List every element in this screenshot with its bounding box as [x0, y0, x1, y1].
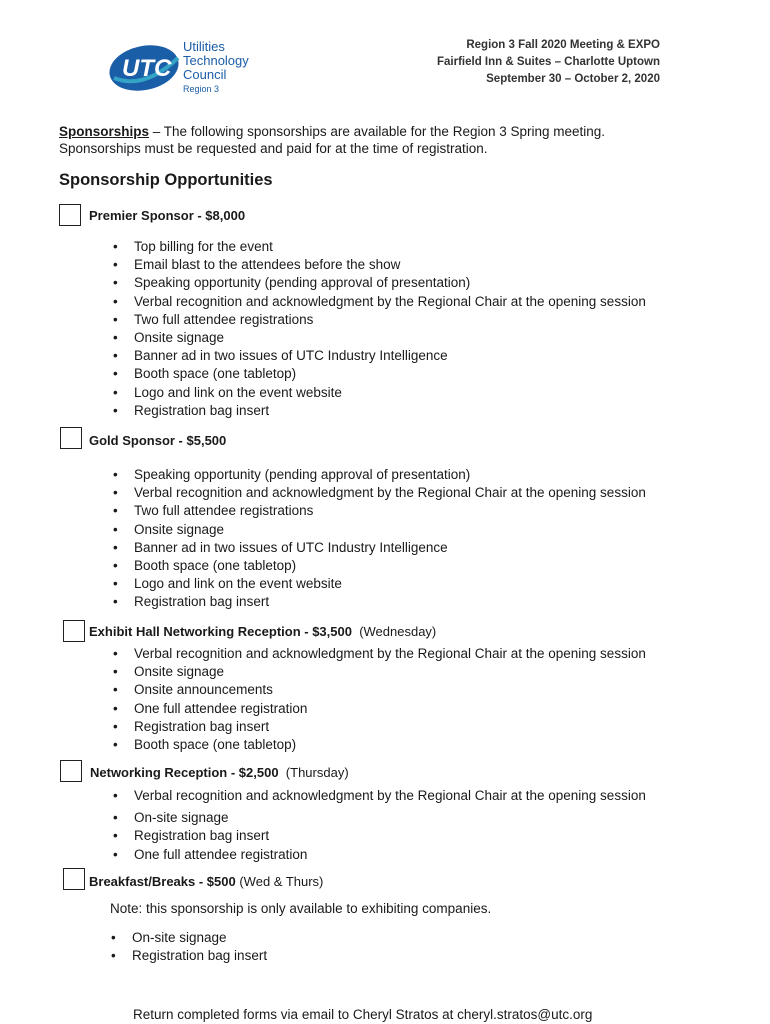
- networking-reception-title: [90, 765, 349, 780]
- list-item: • Verbal recognition and acknowledgment by the Regional Chair at the opening session: [110, 293, 646, 311]
- exhibit-hall-reception-name: Exhibit Hall Networking Reception - $3,500: [89, 624, 352, 639]
- exhibit-hall-reception-title: [89, 624, 436, 639]
- list-item: • Verbal recognition and acknowledgment by the Regional Chair at the opening session: [110, 645, 646, 663]
- intro-label: Sponsorships: [59, 124, 150, 139]
- exhibit-hall-reception-checkbox[interactable]: [63, 620, 85, 642]
- networking-reception-name: Networking Reception - $2,500: [90, 765, 279, 780]
- list-item: • Banner ad in two issues of UTC Industry Intelligence: [110, 539, 646, 557]
- list-item: • On-site signage: [108, 929, 267, 947]
- premier-sponsor-title: [89, 208, 245, 223]
- networking-reception-benefits: [110, 787, 646, 864]
- logo-line-3: Council: [183, 67, 227, 82]
- list-item: • One full attendee registration: [110, 846, 646, 864]
- exhibit-hall-reception-day: (Wednesday): [359, 624, 437, 639]
- breakfast-breaks-note: Note: this sponsorship is only available to exhibiting companies.: [110, 901, 492, 916]
- list-item: • Booth space (one tabletop): [110, 736, 646, 754]
- list-item: • Verbal recognition and acknowledgment by the Regional Chair at the opening session: [110, 484, 646, 502]
- list-item: • On-site signage: [110, 809, 646, 827]
- logo-region: Region 3: [183, 84, 220, 94]
- event-dates: September 30 – October 2, 2020: [486, 73, 660, 85]
- breakfast-breaks-checkbox[interactable]: [63, 868, 85, 890]
- list-item: • Email blast to the attendees before the show: [110, 256, 646, 274]
- exhibit-hall-reception-benefits: [110, 645, 646, 754]
- list-item: • Logo and link on the event website: [110, 384, 646, 402]
- networking-reception-day: (Thursday): [285, 765, 349, 780]
- premier-sponsor-checkbox[interactable]: [59, 204, 81, 226]
- list-item: • Verbal recognition and acknowledgment by the Regional Chair at the opening session: [110, 787, 646, 805]
- intro-line-2: Sponsorships must be requested and paid for at the time of registration.: [59, 141, 488, 156]
- breakfast-breaks-title: [89, 874, 323, 889]
- list-item: • Speaking opportunity (pending approval of presentation): [110, 274, 646, 292]
- list-item: • Onsite announcements: [110, 681, 646, 699]
- footer-return-instructions: Return completed forms via email to Cheryl Stratos at cheryl.stratos@utc.org: [133, 1007, 593, 1022]
- logo-mark: UTC: [122, 55, 172, 82]
- list-item: • Registration bag insert: [110, 827, 646, 845]
- logo-line-1: Utilities: [183, 39, 225, 54]
- section-heading: Sponsorship Opportunities: [59, 171, 273, 189]
- list-item: • Booth space (one tabletop): [110, 557, 646, 575]
- gold-sponsor-name: Gold Sponsor - $5,500: [89, 433, 227, 448]
- list-item: • Two full attendee registrations: [110, 502, 646, 520]
- event-venue: Fairfield Inn & Suites – Charlotte Uptown: [437, 56, 660, 68]
- premier-sponsor-name: Premier Sponsor - $8,000: [89, 208, 246, 223]
- premier-sponsor-benefits: [110, 238, 646, 420]
- gold-sponsor-benefits: [110, 466, 646, 612]
- gold-sponsor-title: [89, 433, 226, 448]
- logo-line-2: Technology: [183, 53, 249, 68]
- list-item: • Onsite signage: [110, 329, 646, 347]
- list-item: • Booth space (one tabletop): [110, 365, 646, 383]
- event-name: Region 3 Fall 2020 Meeting & EXPO: [466, 39, 660, 51]
- breakfast-breaks-benefits: [108, 929, 267, 965]
- event-header: [437, 37, 660, 88]
- logo-wordmark: [183, 40, 249, 95]
- intro-paragraph: [59, 123, 699, 157]
- list-item: • Onsite signage: [110, 663, 646, 681]
- list-item: • Registration bag insert: [108, 947, 267, 965]
- list-item: • Registration bag insert: [110, 402, 646, 420]
- list-item: • Onsite signage: [110, 521, 646, 539]
- gold-sponsor-checkbox[interactable]: [60, 427, 82, 449]
- list-item: • One full attendee registration: [110, 700, 646, 718]
- breakfast-breaks-days: (Wed & Thurs): [239, 874, 324, 889]
- list-item: • Registration bag insert: [110, 718, 646, 736]
- intro-line-1: – The following sponsorships are available for the Region 3 Spring meeting.: [149, 124, 606, 139]
- list-item: • Speaking opportunity (pending approval of presentation): [110, 466, 646, 484]
- breakfast-breaks-name: Breakfast/Breaks - $500: [89, 874, 236, 889]
- list-item: • Banner ad in two issues of UTC Industry Intelligence: [110, 347, 646, 365]
- list-item: • Two full attendee registrations: [110, 311, 646, 329]
- list-item: • Registration bag insert: [110, 593, 646, 611]
- list-item: • Top billing for the event: [110, 238, 646, 256]
- list-item: • Logo and link on the event website: [110, 575, 646, 593]
- networking-reception-checkbox[interactable]: [60, 760, 82, 782]
